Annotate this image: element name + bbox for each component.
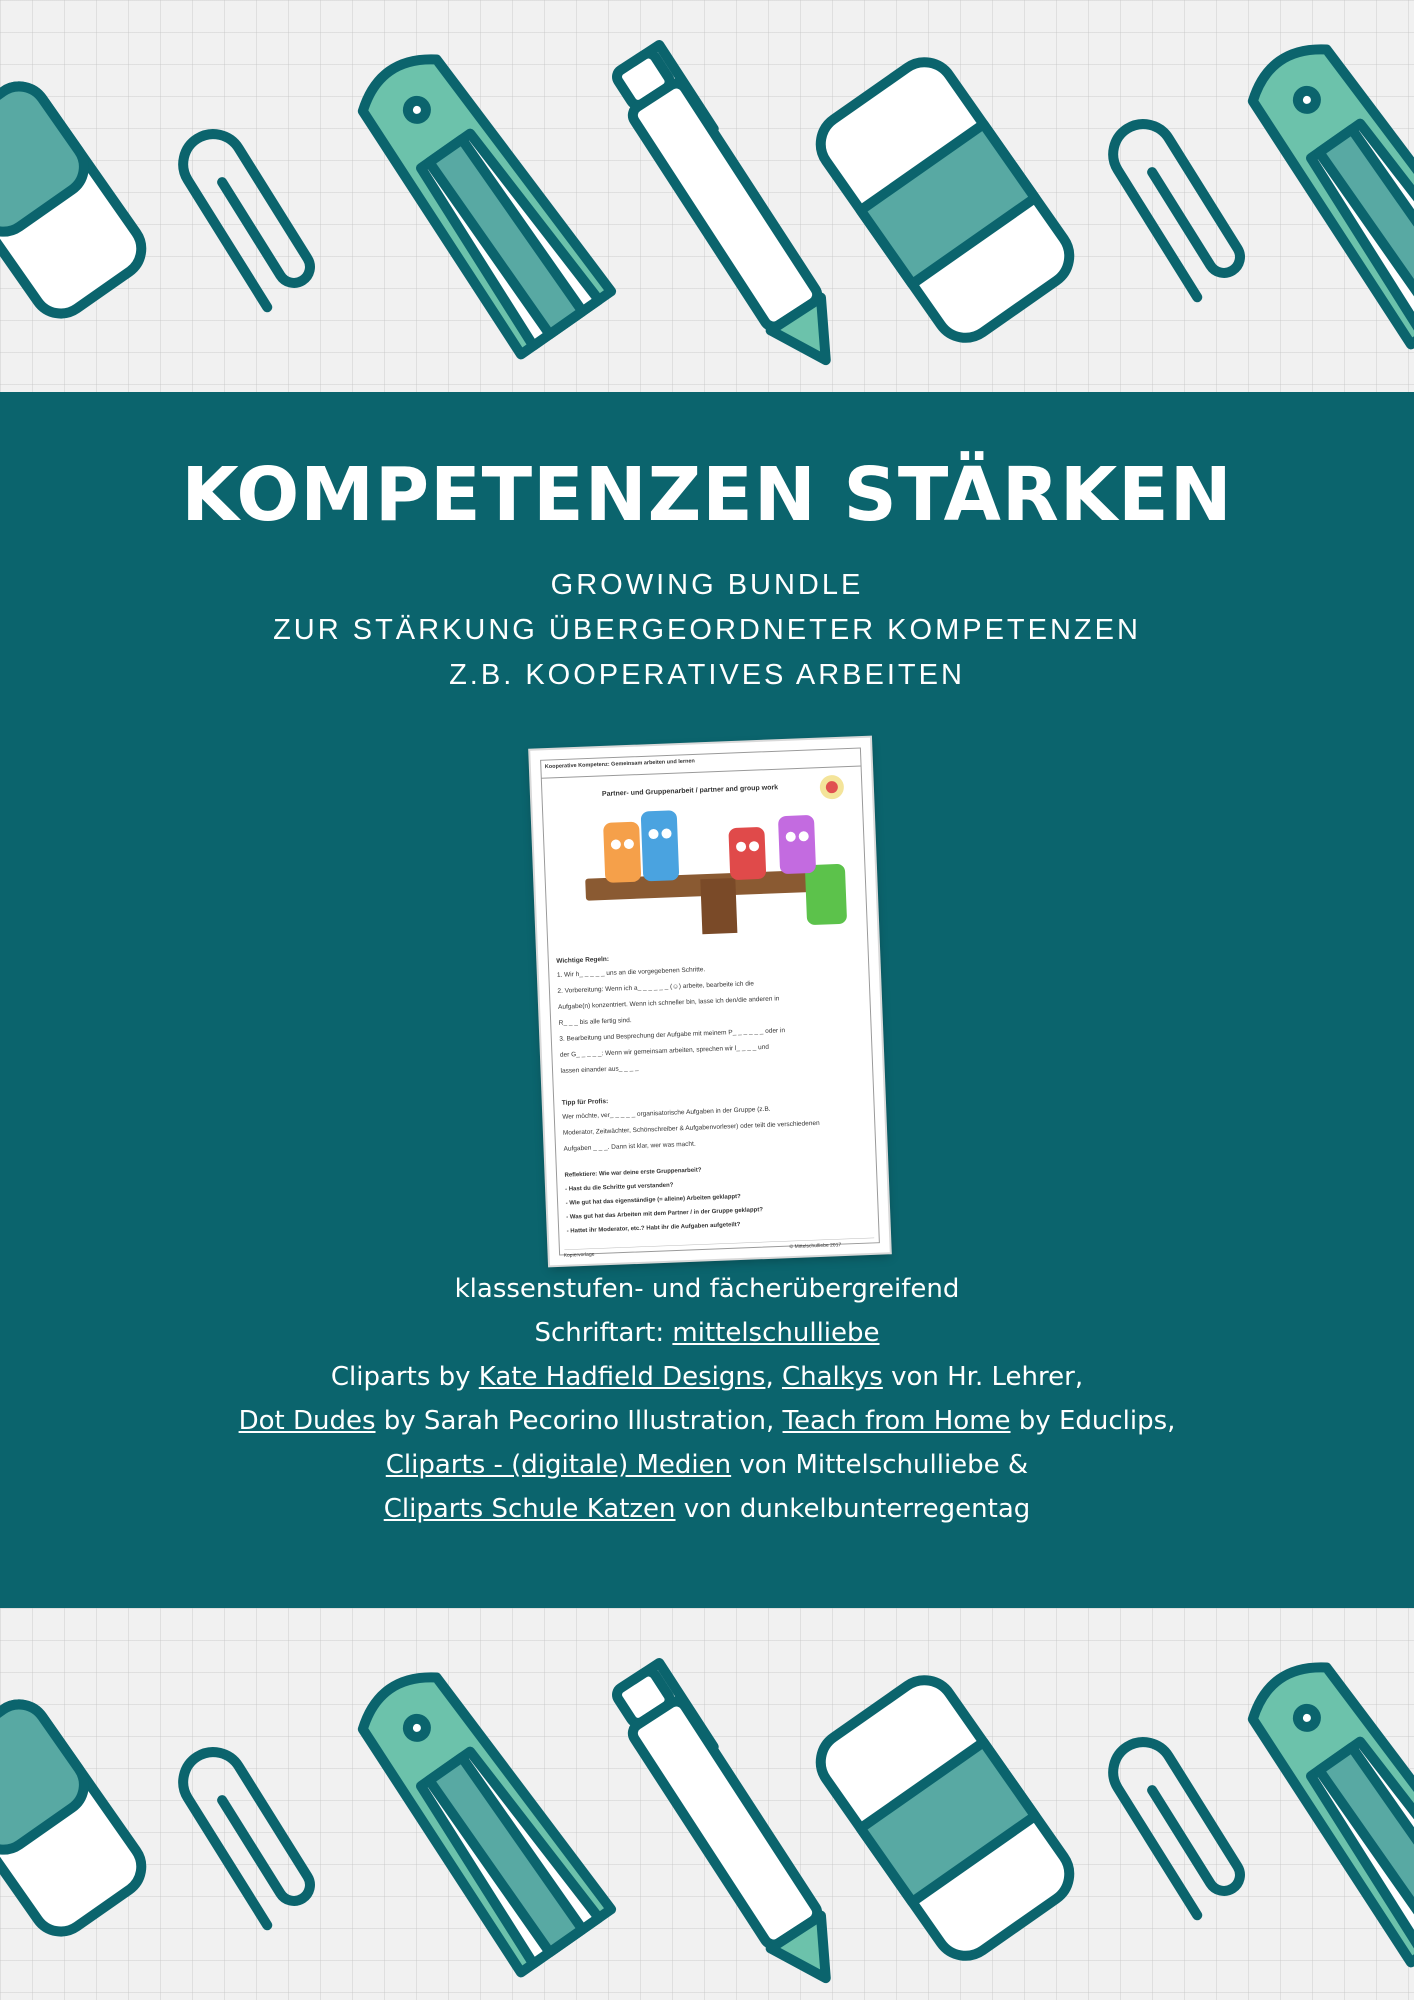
katzen-suffix: von dunkelbunterregentag <box>675 1494 1031 1524</box>
reflect-line: - Hast du die Schritte gut verstanden? <box>565 1182 674 1193</box>
eraser-icon <box>809 50 1081 349</box>
link-cliparts-katzen[interactable]: Cliparts Schule Katzen <box>383 1494 676 1524</box>
eraser-icon <box>0 1693 152 1942</box>
character-red <box>728 827 766 880</box>
stationery-pattern-top <box>0 0 1414 392</box>
target-icon <box>819 775 844 800</box>
worksheet-footer-right: © Mittelschulliebe 2017 <box>789 1242 842 1251</box>
tip-line: Aufgaben _ _ _. Dann ist klar, wer was macht. <box>563 1140 696 1153</box>
top-decoration-band <box>0 0 1414 392</box>
stapler-icon <box>345 1657 611 1972</box>
bottom-decoration-band <box>0 1608 1414 2000</box>
dotdudes-suffix: by Sarah Pecorino Illustration, <box>375 1406 783 1436</box>
link-kate-hadfield[interactable]: Kate Hadfield Designs <box>478 1362 766 1392</box>
credits-block <box>0 1267 1414 1531</box>
reflect-title: Reflektiere: Wie war deine erste Gruppenarbeit? <box>564 1167 702 1179</box>
credits-line-6 <box>0 1487 1414 1531</box>
link-cliparts-medien[interactable]: Cliparts - (digitale) Medien <box>385 1450 732 1480</box>
rule-line: Aufgabe(n) konzentriert. Wenn ich schneller bin, lasse ich den/die anderen in <box>557 995 780 1011</box>
credits-line-3 <box>0 1355 1414 1399</box>
medien-suffix: von Mittelschulliebe & <box>731 1450 1029 1480</box>
worksheet-header: Kooperative Kompetenz: Gemeinsam arbeiten und lernen <box>544 758 695 771</box>
character-purple <box>778 815 816 874</box>
subtitle-line-1: GROWING BUNDLE <box>550 569 864 601</box>
rule-line: der G_ _ _ _ _: Wenn wir gemeinsam arbeiten, sprechen wir l_ _ _ _ und <box>559 1043 770 1059</box>
subtitle-line-3: Z.B. KOOPERATIVES ARBEITEN <box>449 659 965 691</box>
stationery-pattern-bottom <box>0 1608 1414 2000</box>
reflect-line: - Wie gut hat das eigenständige (= alleine) Arbeiten geklappt? <box>565 1193 741 1207</box>
rules-title: Wichtige Regeln: <box>556 955 610 965</box>
paperclip-icon <box>1102 113 1248 297</box>
paperclip-icon <box>172 123 318 307</box>
main-panel <box>0 392 1414 1608</box>
worksheet-heading: Partner- und Gruppenarbeit / partner and group work <box>601 784 779 798</box>
link-dot-dudes[interactable]: Dot Dudes <box>238 1406 376 1436</box>
reflect-line: - Hattet ihr Moderator, etc.? Habt ihr die Aufgaben aufgeteilt? <box>566 1222 741 1235</box>
pen-icon <box>607 1663 852 1994</box>
character-orange <box>603 822 641 883</box>
subtitle-line-2: ZUR STÄRKUNG ÜBERGEORDNETER KOMPETENZEN <box>273 614 1141 646</box>
credits-line-4 <box>0 1399 1414 1443</box>
credits-line-2 <box>0 1311 1414 1355</box>
rule-line: 2. Vorbereitung: Wenn ich a_ _ _ _ _ _ (☺) arbeite, bearbeite ich die <box>557 980 755 995</box>
cliparts-label: Cliparts by <box>330 1362 479 1392</box>
eraser-icon <box>809 1668 1081 1967</box>
page-title: KOMPETENZEN STÄRKEN <box>181 452 1233 538</box>
stapler-icon <box>345 39 611 354</box>
reflect-line: - Was gut hat das Arbeiten mit dem Partner / in der Gruppe geklappt? <box>566 1207 764 1221</box>
worksheet-footer-left: Kopiervorlage <box>563 1251 595 1259</box>
font-label: Schriftart: <box>534 1318 673 1348</box>
stapler-icon <box>1235 1647 1414 1962</box>
worksheet-preview <box>530 738 890 1266</box>
credits-line-5 <box>0 1443 1414 1487</box>
rule-line: 3. Bearbeitung und Besprechung der Aufgabe mit meinem P_ _ _ _ _ _ oder in <box>559 1027 786 1043</box>
link-chalkys[interactable]: Chalkys <box>781 1362 883 1392</box>
chalkys-suffix: von Hr. Lehrer, <box>882 1362 1084 1392</box>
teach-suffix: by Educlips, <box>1010 1406 1176 1436</box>
stapler-icon <box>1235 29 1414 344</box>
paperclip-icon <box>1102 1731 1248 1915</box>
link-mittelschulliebe[interactable]: mittelschulliebe <box>672 1318 880 1348</box>
tip-line: Wer möchte, ver_ _ _ _ _ organisatorische Aufgaben in der Gruppe (z.B. <box>562 1105 771 1121</box>
rule-line: lassen einander aus_ _ _ _ <box>560 1064 639 1075</box>
rule-line: R_ _ _ bis alle fertig sind. <box>558 1017 632 1027</box>
tip-line: Moderator, Zeitwächter, Schönschreiber & Aufgabenvorleser) oder teilt die verschiedenen <box>562 1119 820 1137</box>
separator: , <box>765 1362 782 1392</box>
tip-title: Tipp für Profis: <box>561 1097 609 1107</box>
credits-line-1: klassenstufen- und fächerübergreifend <box>454 1274 960 1304</box>
rule-line: 1. Wir h_ _ _ _ _ uns an die vorgegebenen Schritte. <box>556 966 706 979</box>
eraser-icon <box>0 75 152 324</box>
paperclip-icon <box>172 1741 318 1925</box>
character-blue <box>641 810 680 881</box>
link-teach-from-home[interactable]: Teach from Home <box>782 1406 1011 1436</box>
pen-icon <box>607 45 852 376</box>
